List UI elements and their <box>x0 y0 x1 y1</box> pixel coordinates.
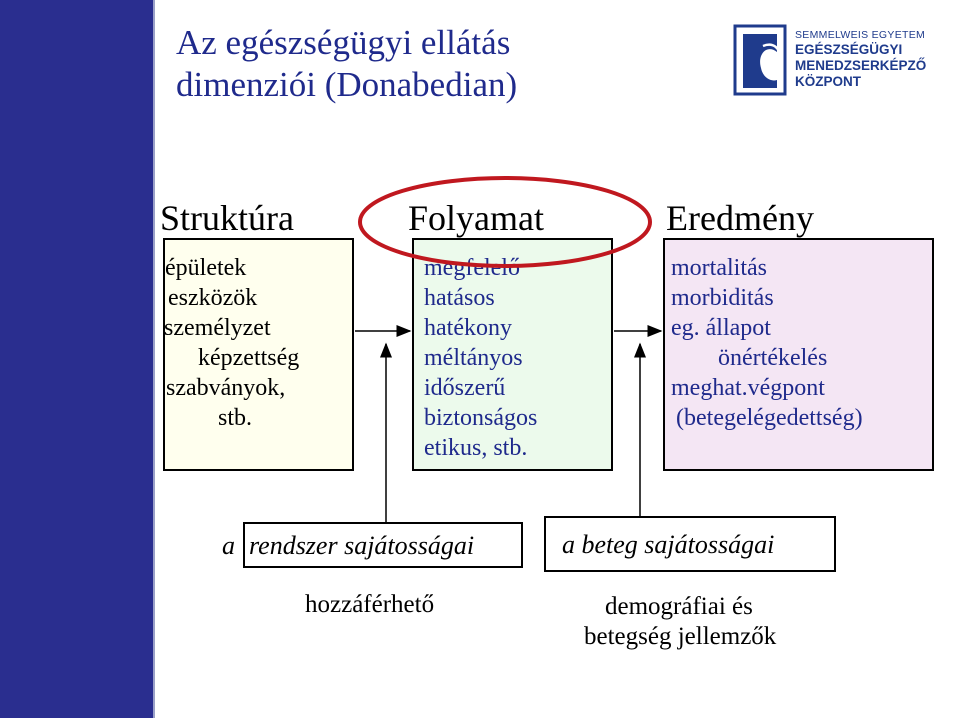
patient-sub-label-2: betegség jellemzők <box>584 623 777 650</box>
result-item: (betegelégedettség) <box>676 405 863 431</box>
process-item: időszerű <box>424 375 506 401</box>
title-line-1: Az egészségügyi ellátás <box>176 23 511 62</box>
process-heading: Folyamat <box>408 198 544 238</box>
title-line-2: dimenziói (Donabedian) <box>176 65 518 104</box>
structure-item: szabványok, <box>166 375 286 401</box>
result-heading: Eredmény <box>666 198 814 238</box>
left-sidebar-band <box>0 0 153 718</box>
slide-title <box>176 22 517 106</box>
logo-bird-icon <box>733 24 787 96</box>
patient-sub-label-1: demográfiai és <box>605 593 753 620</box>
process-item: megfelelő <box>424 255 520 281</box>
result-item: meghat.végpont <box>671 375 825 401</box>
structure-item: eszközök <box>168 285 258 311</box>
structure-item: képzettség <box>198 345 300 371</box>
logo-line-3: MENEDZSERKÉPZŐ <box>795 58 927 73</box>
process-item: etikus, stb. <box>424 435 528 461</box>
logo-line-4: KÖZPONT <box>795 74 861 89</box>
system-characteristics-label: rendszer sajátosságai <box>249 531 475 560</box>
patient-characteristics-box <box>544 516 836 572</box>
logo-line-2: EGÉSZSÉGÜGYI <box>795 42 903 57</box>
logo-text <box>795 28 926 90</box>
system-characteristics-box <box>243 522 523 568</box>
result-item: morbiditás <box>671 285 774 311</box>
structure-heading: Struktúra <box>160 198 294 238</box>
process-item: biztonságos <box>424 405 538 431</box>
system-sub-label: hozzáférhető <box>305 591 435 618</box>
result-item: mortalitás <box>671 255 767 281</box>
result-item: önértékelés <box>718 345 828 371</box>
patient-characteristics-label: a beteg sajátosságai <box>562 530 775 559</box>
process-item: hatásos <box>424 285 495 311</box>
sidebar-edge <box>153 0 155 718</box>
process-item: hatékony <box>424 315 512 341</box>
structure-item: személyzet <box>164 315 271 341</box>
semmelweis-logo <box>733 24 933 99</box>
structure-item: stb. <box>218 405 253 431</box>
result-item: eg. állapot <box>671 315 771 341</box>
process-highlight-ellipse <box>355 172 655 282</box>
process-item: méltányos <box>424 345 523 371</box>
structure-item: épületek <box>165 255 247 281</box>
logo-university: SEMMELWEIS EGYETEM <box>795 29 926 41</box>
system-prefix: a <box>222 531 235 560</box>
